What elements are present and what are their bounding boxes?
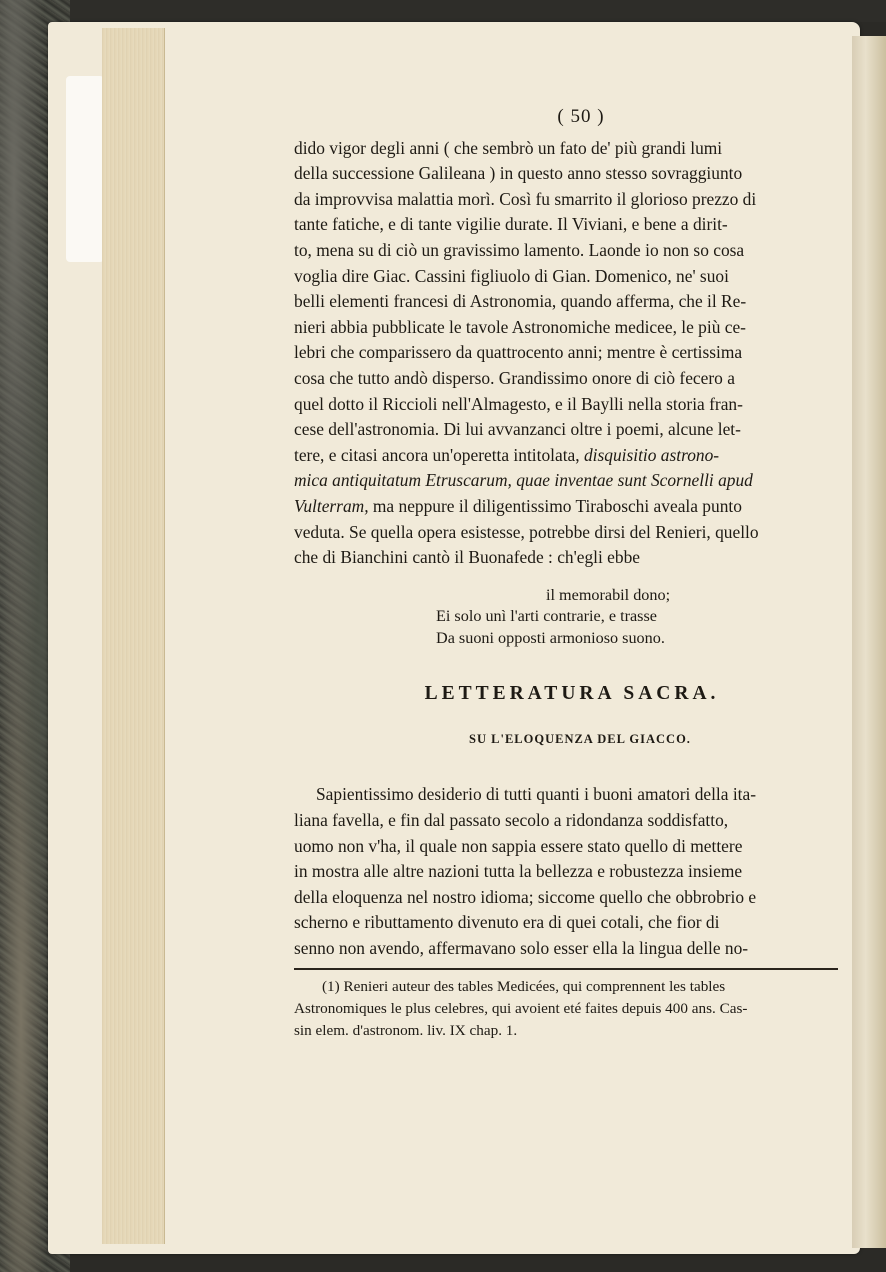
text-segment: ma neppure il diligentissimo Tiraboschi aveala punto: [372, 495, 742, 516]
text-line: quel dotto il Riccioli nell'Almagesto, e il Baylli nella storia fran-: [294, 393, 743, 414]
text-line: scherno e ributtamento divenuto era di quei cotali, che fior di: [294, 912, 720, 933]
verse-line: Ei solo unì l'arti contrarie, e trasse: [436, 607, 657, 626]
text-line: nieri abbia pubblicate le tavole Astronomiche medicee, le più ce-: [294, 316, 746, 337]
italic-title: mica antiquitatum Etruscarum, quae inventae sunt Scornelli apud: [294, 470, 753, 491]
section-title: LETTERATURA SACRA.: [424, 683, 720, 705]
text-line: to, mena su di ciò un gravissimo lamento. Laonde io non so cosa: [294, 239, 745, 260]
verse-line: il memorabil dono;: [546, 585, 671, 604]
text-block: [294, 104, 838, 1042]
text-line: [294, 494, 838, 520]
text-line: liana favella, e fin dal passato secolo a ridondanza soddisfatto,: [294, 809, 729, 830]
text-line: veduta. Se quella opera esistesse, potrebbe dirsi del Renieri, quello: [294, 521, 759, 542]
paragraph-2: [294, 782, 838, 961]
text-line: che di Bianchini cantò il Buonafede : ch'egli ebbe: [294, 547, 640, 568]
page-number: ( 50 ): [557, 106, 605, 127]
right-page-edge: [852, 36, 886, 1248]
text-line: belli elementi francesi di Astronomia, quando afferma, che il Re-: [294, 291, 747, 312]
footnote-line: (1) Renieri auteur des tables Medicées, qui comprennent les tables: [322, 977, 726, 995]
page-edges: [102, 28, 165, 1244]
italic-title: Vulterram,: [294, 495, 369, 516]
text-line: [294, 468, 838, 494]
text-line: senno non avendo, affermavano solo esser ella la lingua delle no-: [294, 937, 749, 958]
footnote-line: sin elem. d'astronom. liv. IX chap. 1.: [294, 1021, 518, 1039]
text-line: da improvvisa malattia morì. Così fu smarrito il glorioso prezzo di: [294, 188, 757, 209]
text-line: voglia dire Giac. Cassini figliuolo di Gian. Domenico, ne' suoi: [294, 265, 729, 286]
section-subtitle: SU L'ELOQUENZA DEL GIACCO.: [469, 731, 691, 746]
paragraph-1: [294, 136, 838, 571]
text-line: cosa che tutto andò disperso. Grandissimo onore di ciò fecero a: [294, 367, 735, 388]
text-line: lebri che comparissero da quattrocento anni; mentre è certissima: [294, 342, 743, 363]
verse-quote: [294, 585, 838, 650]
text-line: [294, 443, 838, 469]
text-line: dido vigor degli anni ( che sembrò un fato de' più grandi lumi: [294, 137, 723, 158]
paper-tab: [66, 76, 104, 262]
text-line: tante fatiche, e di tante vigilie durate. Il Viviani, e bene a dirit-: [294, 214, 728, 235]
text-line: della successione Galileana ) in questo anno stesso sovraggiunto: [294, 163, 743, 184]
verse-line: Da suoni opposti armonioso suono.: [436, 628, 665, 647]
text-line: della eloquenza nel nostro idioma; siccome quello che obbrobrio e: [294, 886, 757, 907]
text-segment: tere, e citasi ancora un'operetta intitolata,: [294, 444, 580, 465]
footnote-line: Astronomiques le plus celebres, qui avoient eté faites depuis 400 ans. Cas-: [294, 999, 748, 1017]
text-line: Sapientissimo desiderio di tutti quanti i buoni amatori della ita-: [316, 784, 757, 805]
binding-top: [0, 0, 886, 22]
italic-title: disquisitio astrono-: [583, 444, 720, 465]
footnote: [294, 976, 838, 1042]
footnote-rule: [294, 968, 838, 970]
text-line: cese dell'astronomia. Di lui avvanzanci oltre i poemi, alcune let-: [294, 419, 741, 440]
text-line: in mostra alle altre nazioni tutta la bellezza e robustezza insieme: [294, 861, 743, 882]
text-line: uomo non v'ha, il quale non sappia essere stato quello di mettere: [294, 835, 743, 856]
